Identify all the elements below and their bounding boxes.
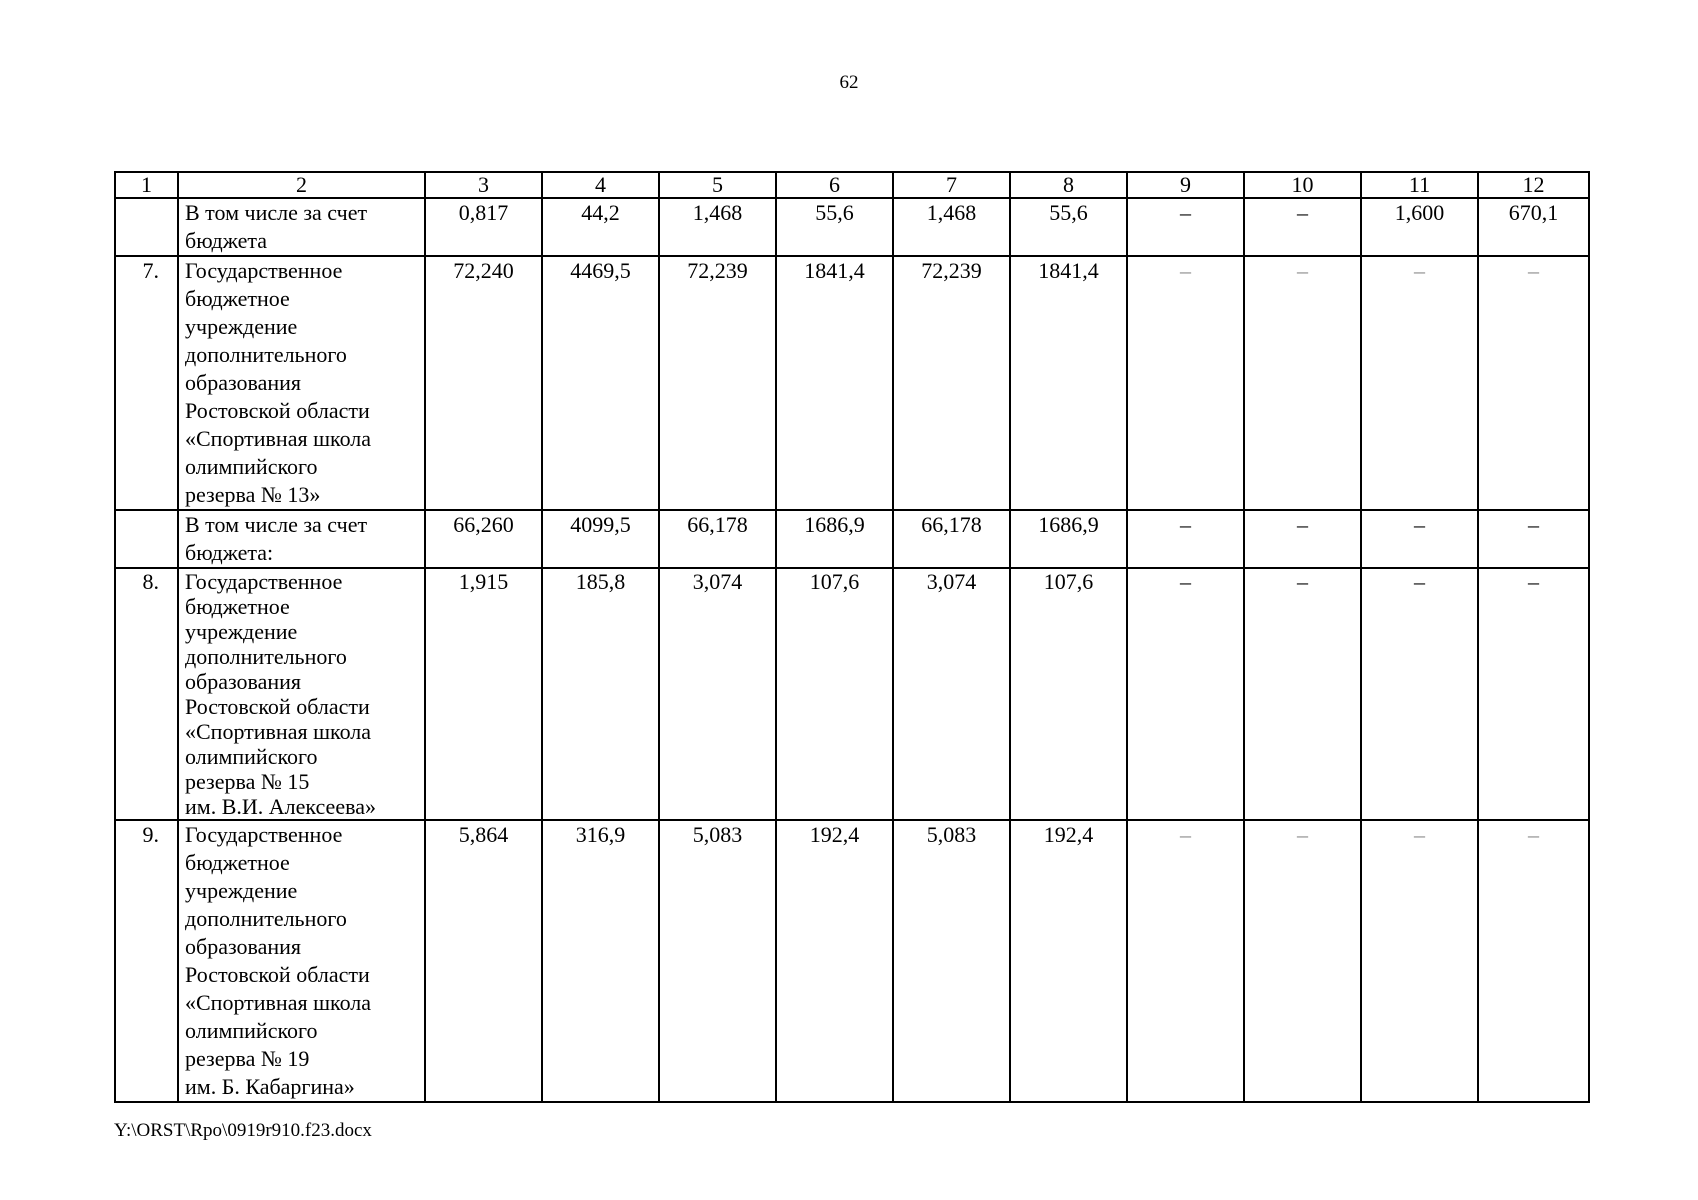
cell-value: 5,864 <box>458 822 509 847</box>
column-header-12: 12 <box>1478 172 1589 198</box>
row-name-line: образования <box>185 669 302 694</box>
row-name-line: дополнительного <box>185 644 347 669</box>
cell-col-12 <box>1478 820 1589 1102</box>
row-name-line: Государственное <box>185 569 343 594</box>
row-name-line: Государственное <box>185 258 343 283</box>
header-row <box>115 172 1589 198</box>
cell-value: – <box>1297 822 1308 847</box>
cell-value: 1841,4 <box>1038 258 1099 283</box>
row-number: 7. <box>115 256 178 510</box>
row-name-line: Государственное <box>185 822 343 847</box>
cell-value: – <box>1414 822 1425 847</box>
table-row <box>115 820 1589 1102</box>
cell-value: – <box>1180 512 1191 537</box>
row-number: 8. <box>115 568 178 820</box>
row-name-line: Ростовской области <box>185 398 370 423</box>
cell-value: 1,468 <box>692 200 743 225</box>
cell-col-5 <box>659 198 776 256</box>
cell-col-6 <box>776 198 893 256</box>
cell-value: – <box>1297 200 1308 225</box>
table-row <box>115 198 1589 256</box>
cell-value: – <box>1180 200 1191 225</box>
cell-value: 55,6 <box>815 200 854 225</box>
cell-value: 1,468 <box>926 200 977 225</box>
row-name-line: В том числе за счет <box>185 200 368 225</box>
cell-col-4 <box>542 198 659 256</box>
cell-value: 44,2 <box>581 200 620 225</box>
row-number <box>115 198 178 256</box>
cell-value: – <box>1528 512 1539 537</box>
table-row <box>115 510 1589 568</box>
cell-col-10 <box>1244 198 1361 256</box>
cell-value: 1686,9 <box>804 512 865 537</box>
cell-value: – <box>1414 258 1425 283</box>
cell-value: 316,9 <box>575 822 626 847</box>
cell-col-3 <box>425 198 542 256</box>
cell-value: 5,083 <box>926 822 977 847</box>
cell-col-4 <box>542 256 659 510</box>
cell-col-12 <box>1478 198 1589 256</box>
cell-value: 1,915 <box>458 569 509 594</box>
cell-col-6 <box>776 568 893 820</box>
cell-col-5 <box>659 256 776 510</box>
cell-value: 107,6 <box>1043 569 1094 594</box>
row-name-line: олимпийского <box>185 1018 318 1043</box>
footer-file-path: Y:\ORST\Rpo\0919r910.f23.docx <box>114 1120 372 1141</box>
row-name-line: бюджета <box>185 228 268 253</box>
cell-col-4 <box>542 510 659 568</box>
row-name-line: «Спортивная школа <box>185 990 372 1015</box>
cell-value: 3,074 <box>692 569 743 594</box>
cell-value: 670,1 <box>1508 200 1559 225</box>
cell-value: – <box>1414 569 1425 594</box>
cell-col-8 <box>1010 568 1127 820</box>
cell-value: 0,817 <box>458 200 509 225</box>
cell-col-5 <box>659 820 776 1102</box>
row-name-line: бюджетное <box>185 594 290 619</box>
cell-value: 192,4 <box>1043 822 1094 847</box>
table-row <box>115 568 1589 820</box>
row-name-line: «Спортивная школа <box>185 719 372 744</box>
cell-col-8 <box>1010 256 1127 510</box>
cell-value: 1,600 <box>1394 200 1445 225</box>
cell-col-7 <box>893 510 1010 568</box>
column-header-11: 11 <box>1361 172 1478 198</box>
table-row <box>115 256 1589 510</box>
cell-value: 72,239 <box>921 258 982 283</box>
row-name-line: резерва № 15 <box>185 769 310 794</box>
cell-col-7 <box>893 820 1010 1102</box>
cell-value: – <box>1528 822 1539 847</box>
cell-col-5 <box>659 568 776 820</box>
row-name-line: учреждение <box>185 878 298 903</box>
cell-col-6 <box>776 820 893 1102</box>
cell-value: 3,074 <box>926 569 977 594</box>
cell-col-7 <box>893 256 1010 510</box>
cell-value: 66,178 <box>687 512 748 537</box>
cell-value: 185,8 <box>575 569 626 594</box>
cell-value: – <box>1180 258 1191 283</box>
row-name-line: учреждение <box>185 619 298 644</box>
column-header-2: 2 <box>178 172 425 198</box>
column-header-8: 8 <box>1010 172 1127 198</box>
row-name-line: учреждение <box>185 314 298 339</box>
cell-col-6 <box>776 510 893 568</box>
row-name <box>178 568 425 820</box>
row-name-line: резерва № 19 <box>185 1046 310 1071</box>
row-name-line: дополнительного <box>185 342 347 367</box>
cell-col-8 <box>1010 510 1127 568</box>
row-name-line: бюджетное <box>185 286 290 311</box>
cell-value: – <box>1297 258 1308 283</box>
cell-col-3 <box>425 568 542 820</box>
cell-col-8 <box>1010 820 1127 1102</box>
row-name-line: бюджета: <box>185 540 274 565</box>
row-name-line: образования <box>185 934 302 959</box>
row-name <box>178 510 425 568</box>
cell-value: 66,178 <box>921 512 982 537</box>
row-name-line: им. Б. Кабаргина» <box>185 1074 355 1099</box>
cell-col-4 <box>542 568 659 820</box>
cell-col-11 <box>1361 820 1478 1102</box>
row-name-line: В том числе за счет <box>185 512 368 537</box>
cell-col-3 <box>425 510 542 568</box>
cell-value: 72,240 <box>453 258 514 283</box>
data-table <box>114 171 1590 1103</box>
cell-value: 4469,5 <box>570 258 631 283</box>
cell-value: 5,083 <box>692 822 743 847</box>
row-name-line: Ростовской области <box>185 962 370 987</box>
cell-col-10 <box>1244 256 1361 510</box>
page-number: 62 <box>839 72 859 93</box>
row-name-line: Ростовской области <box>185 694 370 719</box>
row-name-line: образования <box>185 370 302 395</box>
cell-col-12 <box>1478 510 1589 568</box>
row-name-line: им. В.И. Алексеева» <box>185 794 376 819</box>
cell-col-11 <box>1361 256 1478 510</box>
column-header-9: 9 <box>1127 172 1244 198</box>
cell-col-5 <box>659 510 776 568</box>
cell-value: 55,6 <box>1049 200 1088 225</box>
row-name <box>178 198 425 256</box>
column-header-4: 4 <box>542 172 659 198</box>
column-header-10: 10 <box>1244 172 1361 198</box>
cell-value: 107,6 <box>809 569 860 594</box>
cell-col-9 <box>1127 256 1244 510</box>
row-name <box>178 256 425 510</box>
cell-value: 192,4 <box>809 822 860 847</box>
cell-col-11 <box>1361 568 1478 820</box>
cell-col-9 <box>1127 568 1244 820</box>
cell-col-10 <box>1244 820 1361 1102</box>
cell-value: – <box>1180 569 1191 594</box>
cell-col-10 <box>1244 568 1361 820</box>
cell-value: 1686,9 <box>1038 512 1099 537</box>
cell-value: – <box>1297 569 1308 594</box>
cell-value: 72,239 <box>687 258 748 283</box>
cell-value: – <box>1528 569 1539 594</box>
cell-col-6 <box>776 256 893 510</box>
cell-col-12 <box>1478 256 1589 510</box>
row-name-line: резерва № 13» <box>185 482 321 507</box>
cell-col-9 <box>1127 820 1244 1102</box>
cell-value: 1841,4 <box>804 258 865 283</box>
column-header-5: 5 <box>659 172 776 198</box>
cell-value: 66,260 <box>453 512 514 537</box>
row-name-line: олимпийского <box>185 454 318 479</box>
cell-col-7 <box>893 198 1010 256</box>
cell-col-8 <box>1010 198 1127 256</box>
row-name-line: олимпийского <box>185 744 318 769</box>
row-number <box>115 510 178 568</box>
row-name-line: дополнительного <box>185 906 347 931</box>
cell-col-3 <box>425 256 542 510</box>
row-name-line: бюджетное <box>185 850 290 875</box>
cell-value: – <box>1297 512 1308 537</box>
cell-value: – <box>1528 258 1539 283</box>
cell-col-11 <box>1361 510 1478 568</box>
cell-col-9 <box>1127 198 1244 256</box>
cell-col-3 <box>425 820 542 1102</box>
cell-col-12 <box>1478 568 1589 820</box>
row-name-line: «Спортивная школа <box>185 426 372 451</box>
cell-col-9 <box>1127 510 1244 568</box>
cell-col-11 <box>1361 198 1478 256</box>
column-header-7: 7 <box>893 172 1010 198</box>
column-header-1: 1 <box>115 172 178 198</box>
cell-value: 4099,5 <box>570 512 631 537</box>
column-header-3: 3 <box>425 172 542 198</box>
row-number: 9. <box>115 820 178 1102</box>
cell-col-10 <box>1244 510 1361 568</box>
cell-col-7 <box>893 568 1010 820</box>
row-name <box>178 820 425 1102</box>
cell-col-4 <box>542 820 659 1102</box>
cell-value: – <box>1414 512 1425 537</box>
cell-value: – <box>1180 822 1191 847</box>
column-header-6: 6 <box>776 172 893 198</box>
